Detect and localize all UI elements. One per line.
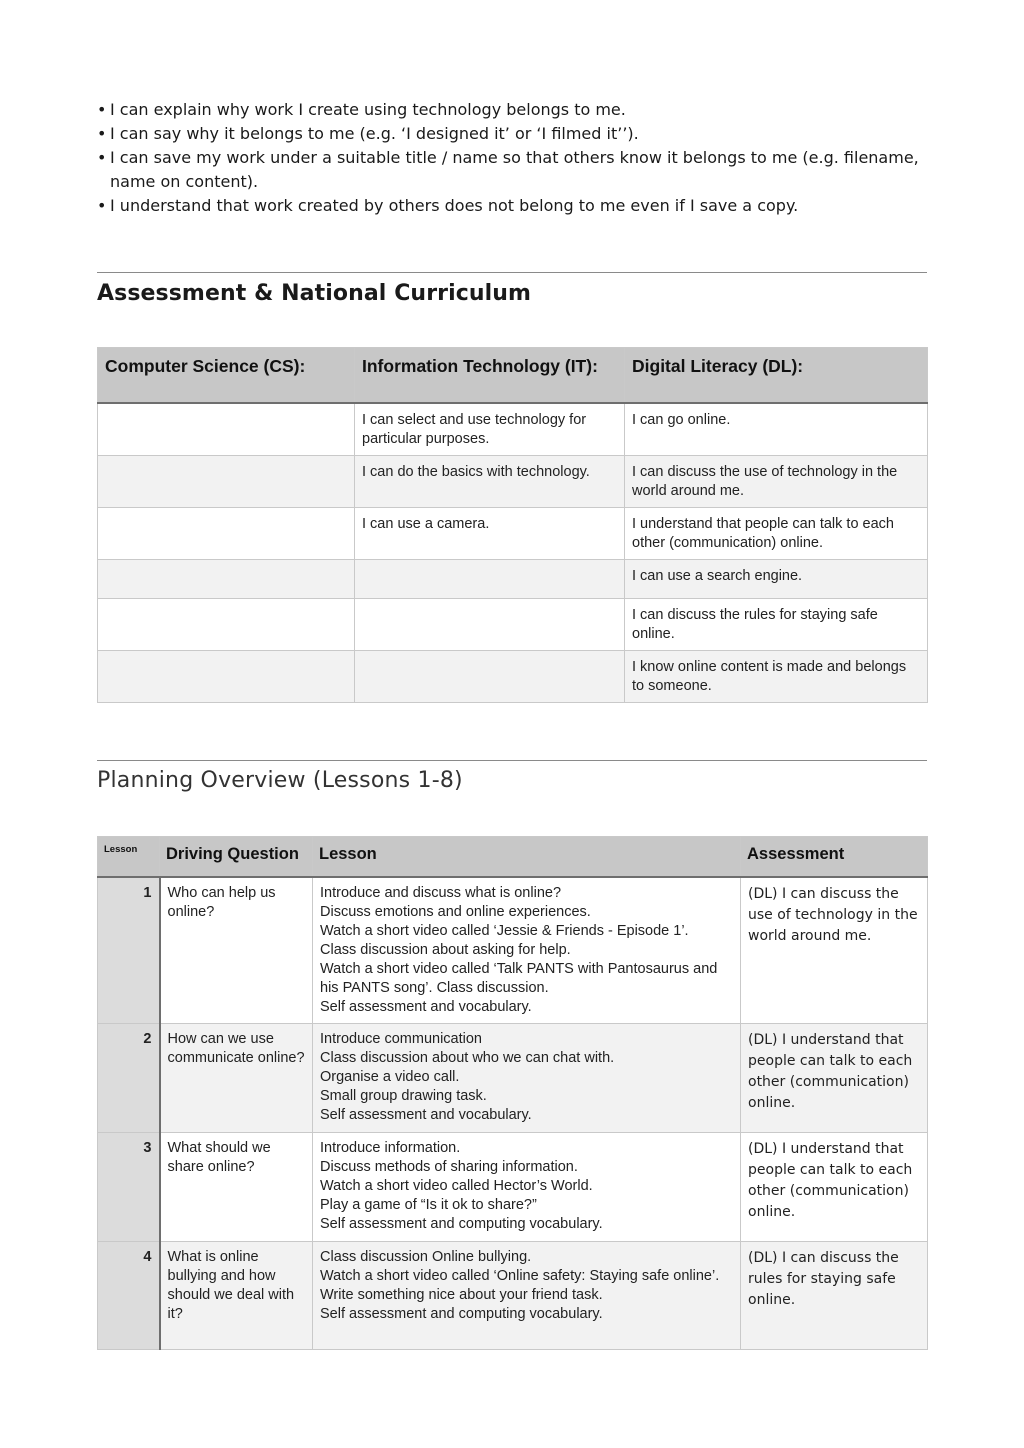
table-cell	[355, 598, 625, 650]
lesson-number: 1	[98, 877, 160, 1023]
table-row	[98, 598, 928, 650]
column-header-dl: Digital Literacy (DL):	[625, 348, 928, 404]
table-row	[98, 650, 928, 702]
table-row	[98, 559, 928, 598]
planning-overview-table	[97, 836, 928, 1350]
assessment-statement: (DL) I can discuss the rules for staying safe online.	[741, 1241, 928, 1349]
section-divider	[97, 272, 927, 273]
learning-outcomes-list	[97, 98, 927, 218]
table-cell	[98, 455, 355, 507]
list-item: • I can save my work under a suitable title / name so that others know it belongs to me (e.g. filename, name on content).	[97, 148, 919, 191]
table-cell: I can use a search engine.	[625, 559, 928, 598]
driving-question: What is online bullying and how should we deal with it?	[160, 1241, 313, 1349]
list-item: • I can say why it belongs to me (e.g. ‘I designed it’ or ‘I filmed it’’).	[97, 122, 927, 146]
list-item: • I understand that work created by others does not belong to me even if I save a copy.	[97, 194, 927, 218]
table-cell: I understand that people can talk to each other (communication) online.	[625, 507, 928, 559]
table-cell	[98, 598, 355, 650]
column-header-lesson: Lesson	[313, 837, 741, 878]
table-row	[98, 877, 928, 1023]
table-row	[98, 1023, 928, 1132]
lesson-activities: Introduce communication Class discussion about who we can chat with. Organise a video call. Small group drawing task. Self assessment and vocabulary.	[313, 1023, 741, 1132]
lesson-number: 3	[98, 1132, 160, 1241]
lesson-activities: Introduce and discuss what is online? Discuss emotions and online experiences. Watch a short video called ‘Jessie & Friends - Episode 1’. Class discussion about asking for help. Watch a short video called ‘Talk PANTS with Pantosaurus and his PANTS song’. Class discussion. Self assessment and vocabulary.	[313, 877, 741, 1023]
table-header-row	[98, 348, 928, 404]
column-header-it: Information Technology (IT):	[355, 348, 625, 404]
driving-question: How can we use communicate online?	[160, 1023, 313, 1132]
table-cell: I can go online.	[625, 403, 928, 455]
bullet-icon: •	[97, 148, 107, 167]
table-cell: I know online content is made and belongs to someone.	[625, 650, 928, 702]
planning-heading: Planning Overview (Lessons 1-8)	[97, 768, 463, 793]
table-row	[98, 403, 928, 455]
table-row	[98, 1132, 928, 1241]
assessment-statement: (DL) I can discuss the use of technology in the world around me.	[741, 877, 928, 1023]
lesson-activities: Class discussion Online bullying. Watch a short video called ‘Online safety: Staying safe online’. Write something nice about your friend task. Self assessment and computing vocabulary.	[313, 1241, 741, 1349]
column-header-lesson-number: Lesson	[98, 837, 160, 878]
column-header-driving-question: Driving Question	[160, 837, 313, 878]
table-row	[98, 1241, 928, 1349]
table-cell: I can discuss the use of technology in the world around me.	[625, 455, 928, 507]
table-header-row	[98, 837, 928, 878]
driving-question: What should we share online?	[160, 1132, 313, 1241]
list-item: • I can explain why work I create using technology belongs to me.	[97, 98, 927, 122]
bullet-icon: •	[97, 124, 107, 143]
lesson-number: 4	[98, 1241, 160, 1349]
table-cell	[98, 403, 355, 455]
table-cell	[355, 559, 625, 598]
column-header-assessment: Assessment	[741, 837, 928, 878]
bullet-icon: •	[97, 100, 107, 119]
lesson-activities: Introduce information. Discuss methods of sharing information. Watch a short video called Hector’s World. Play a game of “Is it ok to share?” Self assessment and computing vocabulary.	[313, 1132, 741, 1241]
table-cell: I can use a camera.	[355, 507, 625, 559]
table-cell	[98, 650, 355, 702]
driving-question: Who can help us online?	[160, 877, 313, 1023]
table-row	[98, 455, 928, 507]
lesson-number: 2	[98, 1023, 160, 1132]
bullet-icon: •	[97, 196, 107, 215]
table-cell	[98, 507, 355, 559]
table-cell: I can do the basics with technology.	[355, 455, 625, 507]
table-row	[98, 507, 928, 559]
table-cell: I can discuss the rules for staying safe online.	[625, 598, 928, 650]
column-header-cs: Computer Science (CS):	[98, 348, 355, 404]
assessment-statement: (DL) I understand that people can talk to each other (communication) online.	[741, 1132, 928, 1241]
table-cell	[355, 650, 625, 702]
section-divider	[97, 760, 927, 761]
assessment-heading: Assessment & National Curriculum	[97, 281, 532, 306]
table-cell: I can select and use technology for particular purposes.	[355, 403, 625, 455]
assessment-statement: (DL) I understand that people can talk to each other (communication) online.	[741, 1023, 928, 1132]
national-curriculum-table	[97, 347, 928, 703]
table-cell	[98, 559, 355, 598]
